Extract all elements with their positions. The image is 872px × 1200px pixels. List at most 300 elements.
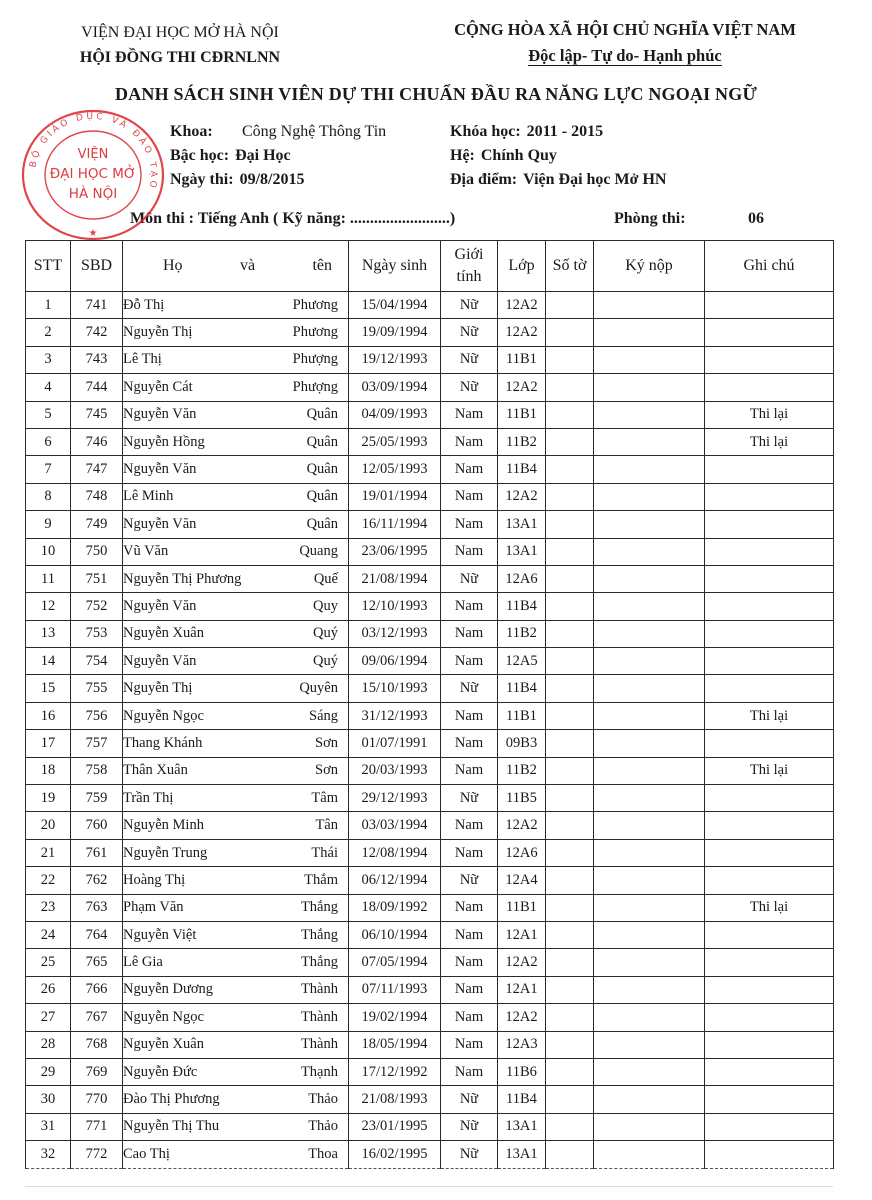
cell-fullname [123, 319, 349, 346]
cell-dob: 16/11/1994 [349, 511, 441, 538]
cell-stt: 21 [26, 839, 71, 866]
cell-note: Thi lại [705, 428, 834, 455]
cell-fullname [123, 757, 349, 784]
cell-stt: 11 [26, 565, 71, 592]
col-gioitinh-1: Giới [454, 246, 484, 263]
cell-note: Thi lại [705, 894, 834, 921]
cell-signature [594, 346, 705, 373]
room-label: Phòng thi: [614, 210, 686, 227]
cell-dob: 31/12/1993 [349, 702, 441, 729]
cell-note [705, 949, 834, 976]
cell-signature [594, 812, 705, 839]
cell-note [705, 346, 834, 373]
cell-soto [546, 374, 594, 401]
cell-dob: 18/09/1992 [349, 894, 441, 921]
cell-ten: Quyên [299, 680, 338, 697]
cell-soto [546, 565, 594, 592]
cell-class: 11B5 [498, 785, 546, 812]
cell-gender: Nữ [441, 374, 498, 401]
cell-ho: Lê Minh [123, 488, 174, 505]
cell-ten: Sáng [309, 707, 338, 724]
cell-dob: 07/05/1994 [349, 949, 441, 976]
col-stt: STT [26, 241, 71, 292]
cell-note [705, 785, 834, 812]
cell-gender: Nam [441, 976, 498, 1003]
cell-signature [594, 456, 705, 483]
cell-gender: Nam [441, 894, 498, 921]
svg-text:ĐẠI HỌC MỞ: ĐẠI HỌC MỞ [49, 166, 137, 182]
cell-note [705, 620, 834, 647]
cell-ho: Nguyễn Ngọc [123, 707, 204, 724]
cell-ten: Phượng [292, 351, 338, 368]
cell-dob: 03/12/1993 [349, 620, 441, 647]
cell-ho: Lê Gia [123, 954, 163, 971]
cell-signature [594, 1113, 705, 1140]
cell-sbd: 748 [71, 483, 123, 510]
cell-dob: 16/02/1995 [349, 1141, 441, 1168]
cell-ho: Phạm Văn [123, 899, 184, 916]
cell-ten: Thắng [300, 926, 338, 943]
cell-ten: Quân [306, 461, 338, 478]
cell-stt: 15 [26, 675, 71, 702]
cell-sbd: 770 [71, 1086, 123, 1113]
table-row [26, 1141, 834, 1168]
cell-ho: Nguyễn Xuân [123, 625, 204, 642]
cell-class: 12A4 [498, 867, 546, 894]
col-va: và [239, 257, 256, 274]
cell-soto [546, 456, 594, 483]
cell-class: 11B2 [498, 620, 546, 647]
cell-sbd: 769 [71, 1058, 123, 1085]
cell-sbd: 766 [71, 976, 123, 1003]
cell-gender: Nam [441, 593, 498, 620]
cell-sbd: 759 [71, 785, 123, 812]
cell-fullname [123, 511, 349, 538]
cell-note: Thi lại [705, 401, 834, 428]
cell-fullname [123, 456, 349, 483]
cell-soto [546, 1113, 594, 1140]
cell-fullname [123, 1113, 349, 1140]
cell-ho: Lê Thị [123, 351, 162, 368]
cell-dob: 20/03/1993 [349, 757, 441, 784]
cell-sbd: 758 [71, 757, 123, 784]
cell-gender: Nữ [441, 346, 498, 373]
table-row [26, 511, 834, 538]
cell-stt: 1 [26, 292, 71, 319]
cell-gender: Nữ [441, 867, 498, 894]
cell-note [705, 1086, 834, 1113]
table-row [26, 1113, 834, 1140]
cell-fullname [123, 976, 349, 1003]
bachoc-label: Bậc học: [170, 147, 230, 164]
cell-gender: Nam [441, 401, 498, 428]
cell-ten: Tân [315, 817, 338, 834]
cell-gender: Nam [441, 730, 498, 757]
cell-soto [546, 894, 594, 921]
cell-stt: 5 [26, 401, 71, 428]
cell-signature [594, 921, 705, 948]
cell-fullname [123, 292, 349, 319]
cell-sbd: 767 [71, 1004, 123, 1031]
cell-sbd: 764 [71, 921, 123, 948]
cell-note [705, 292, 834, 319]
cell-gender: Nam [441, 538, 498, 565]
cell-dob: 12/05/1993 [349, 456, 441, 483]
cell-gender: Nam [441, 1031, 498, 1058]
cell-class: 11B1 [498, 346, 546, 373]
cell-stt: 17 [26, 730, 71, 757]
cell-signature [594, 702, 705, 729]
cell-stt: 31 [26, 1113, 71, 1140]
cell-ten: Quy [313, 597, 338, 614]
cell-note [705, 1031, 834, 1058]
diadiem-row [450, 168, 750, 192]
cell-ten: Thắm [304, 871, 338, 888]
cell-sbd: 762 [71, 867, 123, 894]
khoahoc-label: Khóa học: [450, 123, 521, 140]
cell-soto [546, 593, 594, 620]
table-row [26, 428, 834, 455]
cell-gender: Nam [441, 648, 498, 675]
table-row [26, 648, 834, 675]
cell-stt: 26 [26, 976, 71, 1003]
header-right [430, 17, 820, 69]
cell-fullname [123, 785, 349, 812]
cell-gender: Nữ [441, 292, 498, 319]
cell-ho: Nguyễn Việt [123, 926, 197, 943]
cell-signature [594, 401, 705, 428]
cell-signature [594, 785, 705, 812]
cell-fullname [123, 921, 349, 948]
cell-ho: Nguyễn Xuân [123, 1036, 204, 1053]
cell-dob: 12/08/1994 [349, 839, 441, 866]
cell-dob: 03/09/1994 [349, 374, 441, 401]
cell-ho: Nguyễn Thị [123, 324, 193, 341]
cell-sbd: 765 [71, 949, 123, 976]
cell-soto [546, 730, 594, 757]
diadiem-label: Địa điểm: [450, 171, 518, 188]
cell-note [705, 538, 834, 565]
cell-signature [594, 483, 705, 510]
col-kynop: Ký nộp [594, 241, 705, 292]
cell-dob: 01/07/1991 [349, 730, 441, 757]
cell-stt: 12 [26, 593, 71, 620]
cell-sbd: 755 [71, 675, 123, 702]
table-row [26, 593, 834, 620]
cell-gender: Nam [441, 1058, 498, 1085]
cell-fullname [123, 374, 349, 401]
cell-dob: 19/09/1994 [349, 319, 441, 346]
khoahoc-value: 2011 - 2015 [526, 123, 604, 140]
col-ngaysinh: Ngày sinh [349, 241, 441, 292]
cell-sbd: 746 [71, 428, 123, 455]
table-row [26, 894, 834, 921]
page-bottom-divider [25, 1186, 833, 1187]
table-row [26, 730, 834, 757]
cell-dob: 18/05/1994 [349, 1031, 441, 1058]
cell-note [705, 839, 834, 866]
cell-soto [546, 1004, 594, 1031]
room-value: 06 [748, 210, 764, 227]
cell-class: 13A1 [498, 538, 546, 565]
cell-note [705, 812, 834, 839]
cell-ho: Nguyễn Đức [123, 1063, 198, 1080]
cell-signature [594, 538, 705, 565]
cell-ho: Nguyễn Văn [123, 597, 197, 614]
cell-sbd: 757 [71, 730, 123, 757]
cell-sbd: 750 [71, 538, 123, 565]
table-row [26, 1058, 834, 1085]
cell-stt: 30 [26, 1086, 71, 1113]
cell-sbd: 743 [71, 346, 123, 373]
cell-sbd: 741 [71, 292, 123, 319]
cell-ten: Thái [311, 844, 338, 861]
cell-fullname [123, 346, 349, 373]
cell-stt: 8 [26, 483, 71, 510]
cell-class: 13A1 [498, 1113, 546, 1140]
cell-class: 11B1 [498, 894, 546, 921]
cell-fullname [123, 1141, 349, 1168]
table-row [26, 374, 834, 401]
info-left [170, 120, 450, 192]
khoa-label: Khoa: [170, 123, 213, 140]
cell-signature [594, 565, 705, 592]
cell-gender: Nam [441, 839, 498, 866]
cell-signature [594, 319, 705, 346]
col-lop: Lớp [498, 241, 546, 292]
col-gioitinh-2: tính [456, 268, 482, 285]
cell-fullname [123, 839, 349, 866]
cell-ho: Nguyễn Minh [123, 817, 204, 834]
cell-ho: Nguyễn Văn [123, 652, 197, 669]
cell-sbd: 763 [71, 894, 123, 921]
cell-signature [594, 675, 705, 702]
header-left [40, 20, 320, 70]
cell-ho: Nguyễn Cát [123, 378, 193, 395]
cell-ho: Nguyễn Văn [123, 515, 197, 532]
cell-fullname [123, 867, 349, 894]
table-row [26, 1031, 834, 1058]
cell-stt: 6 [26, 428, 71, 455]
cell-class: 13A1 [498, 511, 546, 538]
cell-class: 11B6 [498, 1058, 546, 1085]
cell-stt: 27 [26, 1004, 71, 1031]
cell-soto [546, 867, 594, 894]
table-row [26, 620, 834, 647]
cell-fullname [123, 1086, 349, 1113]
cell-soto [546, 812, 594, 839]
cell-signature [594, 1141, 705, 1168]
cell-class: 12A1 [498, 976, 546, 1003]
cell-ho: Nguyễn Dương [123, 981, 214, 998]
cell-signature [594, 757, 705, 784]
cell-ten: Quang [299, 543, 338, 560]
cell-ten: Thoa [308, 1145, 338, 1162]
cell-note [705, 319, 834, 346]
cell-fullname [123, 1031, 349, 1058]
cell-fullname [123, 428, 349, 455]
cell-ho: Trần Thị [123, 789, 174, 806]
khoahoc-row [450, 120, 750, 144]
cell-note [705, 593, 834, 620]
cell-sbd: 744 [71, 374, 123, 401]
cell-soto [546, 785, 594, 812]
cell-stt: 13 [26, 620, 71, 647]
cell-signature [594, 1004, 705, 1031]
table-row [26, 565, 834, 592]
cell-dob: 06/12/1994 [349, 867, 441, 894]
cell-ten: Quý [313, 652, 338, 669]
cell-dob: 17/12/1992 [349, 1058, 441, 1085]
cell-dob: 09/06/1994 [349, 648, 441, 675]
table-row [26, 538, 834, 565]
cell-soto [546, 1031, 594, 1058]
cell-sbd: 772 [71, 1141, 123, 1168]
cell-note [705, 565, 834, 592]
cell-stt: 28 [26, 1031, 71, 1058]
cell-soto [546, 648, 594, 675]
cell-class: 13A1 [498, 1141, 546, 1168]
cell-soto [546, 292, 594, 319]
national-motto: Độc lập- Tự do- Hạnh phúc [528, 46, 722, 65]
cell-signature [594, 949, 705, 976]
table-row [26, 319, 834, 346]
cell-ten: Quân [306, 406, 338, 423]
cell-signature [594, 620, 705, 647]
cell-dob: 25/05/1993 [349, 428, 441, 455]
cell-class: 12A6 [498, 839, 546, 866]
cell-soto [546, 511, 594, 538]
cell-dob: 12/10/1993 [349, 593, 441, 620]
cell-ho: Nguyễn Trung [123, 844, 208, 861]
cell-class: 12A2 [498, 1004, 546, 1031]
cell-fullname [123, 538, 349, 565]
institute-name: VIỆN ĐẠI HỌC MỞ HÀ NỘI [81, 24, 279, 41]
cell-ten: Thạnh [300, 1063, 338, 1080]
cell-gender: Nữ [441, 1141, 498, 1168]
col-gioitinh [441, 241, 498, 292]
cell-dob: 19/01/1994 [349, 483, 441, 510]
cell-stt: 18 [26, 757, 71, 784]
col-hoten [123, 241, 349, 292]
cell-fullname [123, 949, 349, 976]
cell-stt: 23 [26, 894, 71, 921]
cell-signature [594, 511, 705, 538]
cell-signature [594, 839, 705, 866]
cell-class: 09B3 [498, 730, 546, 757]
cell-dob: 15/04/1994 [349, 292, 441, 319]
cell-signature [594, 1031, 705, 1058]
cell-class: 12A2 [498, 949, 546, 976]
he-row [450, 144, 750, 168]
cell-ten: Thảo [308, 1091, 338, 1108]
cell-soto [546, 428, 594, 455]
cell-sbd: 745 [71, 401, 123, 428]
table-row [26, 1004, 834, 1031]
cell-gender: Nam [441, 702, 498, 729]
cell-class: 12A5 [498, 648, 546, 675]
republic-name: CỘNG HÒA XÃ HỘI CHỦ NGHĨA VIỆT NAM [454, 20, 796, 39]
cell-sbd: 754 [71, 648, 123, 675]
document-title: DANH SÁCH SINH VIÊN DỰ THI CHUẨN ĐẦU RA NĂNG LỰC NGOẠI NGỮ [115, 84, 757, 104]
cell-ho: Nguyễn Văn [123, 461, 197, 478]
cell-ho: Nguyễn Văn [123, 406, 197, 423]
cell-gender: Nam [441, 1004, 498, 1031]
table-row [26, 401, 834, 428]
cell-class: 12A3 [498, 1031, 546, 1058]
cell-note [705, 675, 834, 702]
table-row [26, 867, 834, 894]
cell-note [705, 1141, 834, 1168]
official-seal-icon [20, 108, 166, 242]
cell-ten: Quế [313, 570, 338, 587]
table-header-row [26, 241, 834, 292]
cell-soto [546, 620, 594, 647]
cell-class: 12A6 [498, 565, 546, 592]
cell-class: 11B1 [498, 702, 546, 729]
cell-gender: Nữ [441, 319, 498, 346]
cell-note: Thi lại [705, 757, 834, 784]
col-ho: Họ [163, 257, 183, 274]
table-row [26, 976, 834, 1003]
cell-stt: 22 [26, 867, 71, 894]
cell-ten: Quân [306, 488, 338, 505]
cell-ho: Nguyễn Thị Phương [123, 570, 242, 587]
cell-class: 11B2 [498, 428, 546, 455]
cell-class: 12A2 [498, 292, 546, 319]
cell-stt: 4 [26, 374, 71, 401]
cell-class: 11B4 [498, 593, 546, 620]
cell-soto [546, 483, 594, 510]
cell-stt: 25 [26, 949, 71, 976]
cell-dob: 07/11/1993 [349, 976, 441, 1003]
col-ten: tên [312, 257, 332, 274]
cell-gender: Nữ [441, 675, 498, 702]
cell-sbd: 747 [71, 456, 123, 483]
cell-ten: Thảo [308, 1118, 338, 1135]
col-sbd: SBD [71, 241, 123, 292]
cell-stt: 24 [26, 921, 71, 948]
cell-note [705, 867, 834, 894]
cell-fullname [123, 1004, 349, 1031]
cell-dob: 21/08/1993 [349, 1086, 441, 1113]
he-label: Hệ: [450, 147, 475, 164]
cell-ten: Thành [300, 981, 338, 998]
cell-ten: Sơn [315, 762, 338, 779]
cell-gender: Nam [441, 921, 498, 948]
cell-soto [546, 976, 594, 1003]
cell-ten: Phương [292, 296, 338, 313]
cell-stt: 2 [26, 319, 71, 346]
cell-class: 11B1 [498, 401, 546, 428]
cell-class: 11B2 [498, 757, 546, 784]
cell-gender: Nam [441, 456, 498, 483]
cell-stt: 19 [26, 785, 71, 812]
cell-ten: Quý [313, 625, 338, 642]
cell-soto [546, 538, 594, 565]
cell-ho: Cao Thị [123, 1145, 170, 1162]
cell-soto [546, 1058, 594, 1085]
cell-ten: Thắng [300, 899, 338, 916]
col-soto: Số tờ [546, 241, 594, 292]
cell-gender: Nam [441, 949, 498, 976]
cell-signature [594, 730, 705, 757]
cell-signature [594, 648, 705, 675]
cell-signature [594, 1086, 705, 1113]
cell-sbd: 760 [71, 812, 123, 839]
cell-gender: Nữ [441, 785, 498, 812]
cell-fullname [123, 730, 349, 757]
